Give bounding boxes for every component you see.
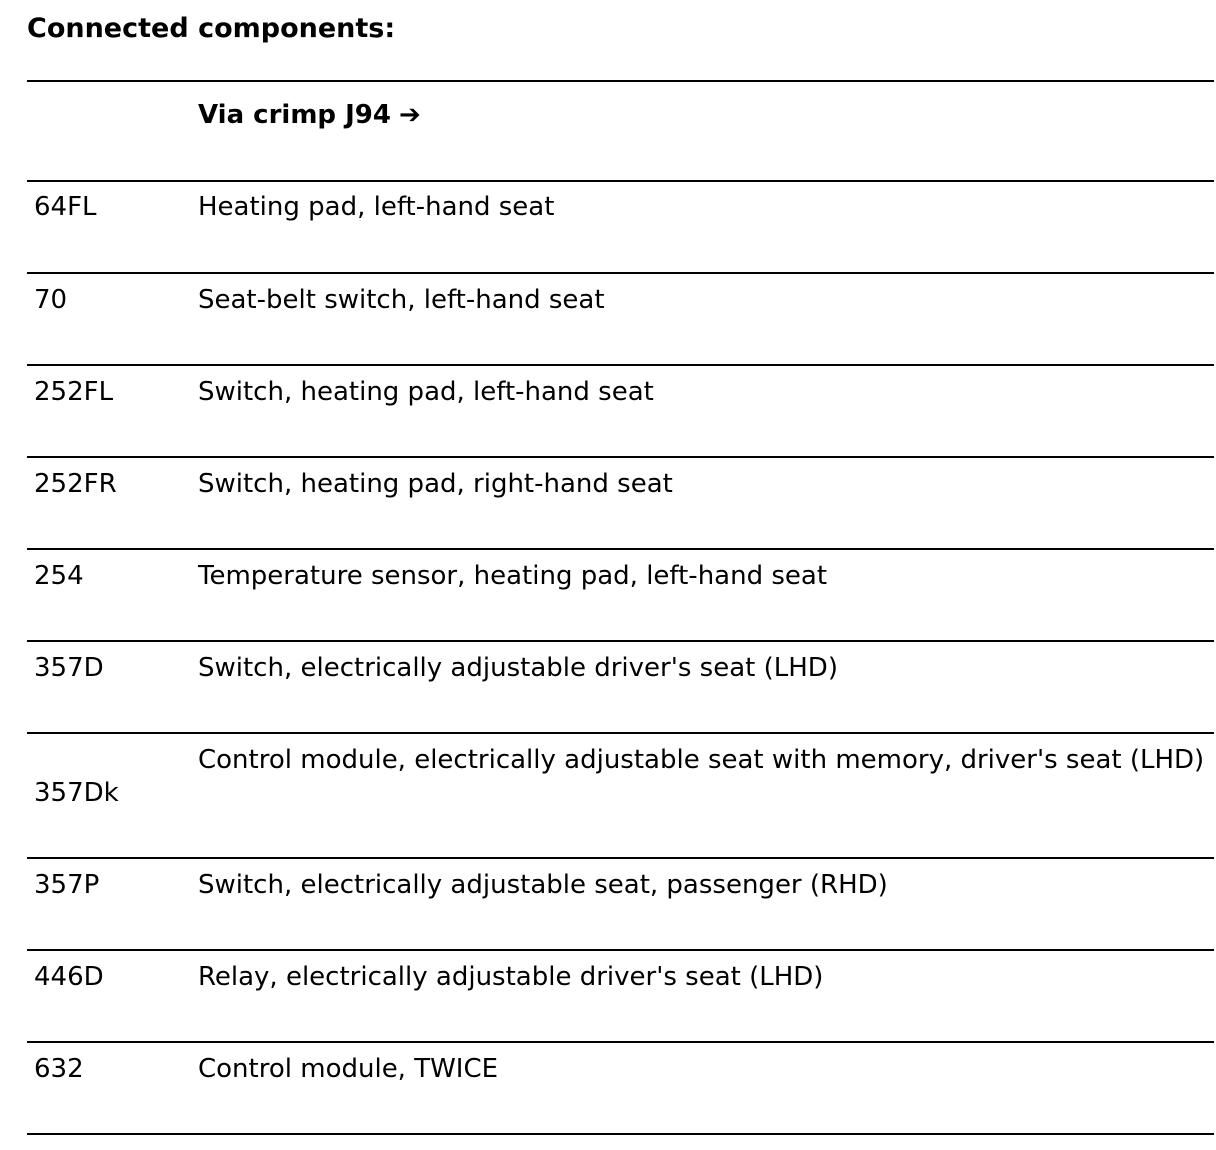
via-label-cell: [198, 99, 1214, 132]
arrow-right-icon: ➔: [398, 100, 421, 130]
table-row: [27, 180, 1214, 272]
component-code: 252FL: [34, 377, 114, 407]
component-description: Seat-belt switch, left-hand seat: [198, 285, 605, 315]
via-label: Via crimp J94: [198, 100, 391, 130]
table-row: [27, 548, 1214, 640]
table-row: [27, 1041, 1214, 1135]
component-description: Control module, electrically adjustable seat with memory, driver's seat (LHD): [198, 745, 1205, 775]
component-code: 357Dk: [34, 778, 119, 808]
component-description: Switch, electrically adjustable driver's seat (LHD): [198, 653, 838, 683]
table-row: [27, 857, 1214, 949]
component-code: 70: [34, 285, 68, 315]
page-title: Connected components:: [27, 13, 396, 44]
table-row: [27, 949, 1214, 1041]
component-description: Temperature sensor, heating pad, left-hand seat: [198, 561, 828, 591]
component-code: 632: [34, 1054, 84, 1084]
component-description: Relay, electrically adjustable driver's seat (LHD): [198, 962, 824, 992]
component-code: 357D: [34, 653, 104, 683]
table-row: [27, 364, 1214, 456]
table-row: [27, 456, 1214, 548]
component-description: Switch, electrically adjustable seat, passenger (RHD): [198, 870, 888, 900]
component-code: 64FL: [34, 192, 97, 222]
component-description: Heating pad, left-hand seat: [198, 192, 555, 222]
table-row: [27, 272, 1214, 364]
component-description: Switch, heating pad, right-hand seat: [198, 469, 673, 499]
components-table: [27, 80, 1214, 1135]
component-code: 357P: [34, 870, 100, 900]
component-description: Switch, heating pad, left-hand seat: [198, 377, 654, 407]
component-description: Control module, TWICE: [198, 1054, 499, 1084]
via-row: [27, 80, 1214, 180]
component-code: 446D: [34, 962, 104, 992]
component-code: 252FR: [34, 469, 117, 499]
component-code: 254: [34, 561, 84, 591]
table-row: [27, 732, 1214, 857]
table-row: [27, 640, 1214, 732]
